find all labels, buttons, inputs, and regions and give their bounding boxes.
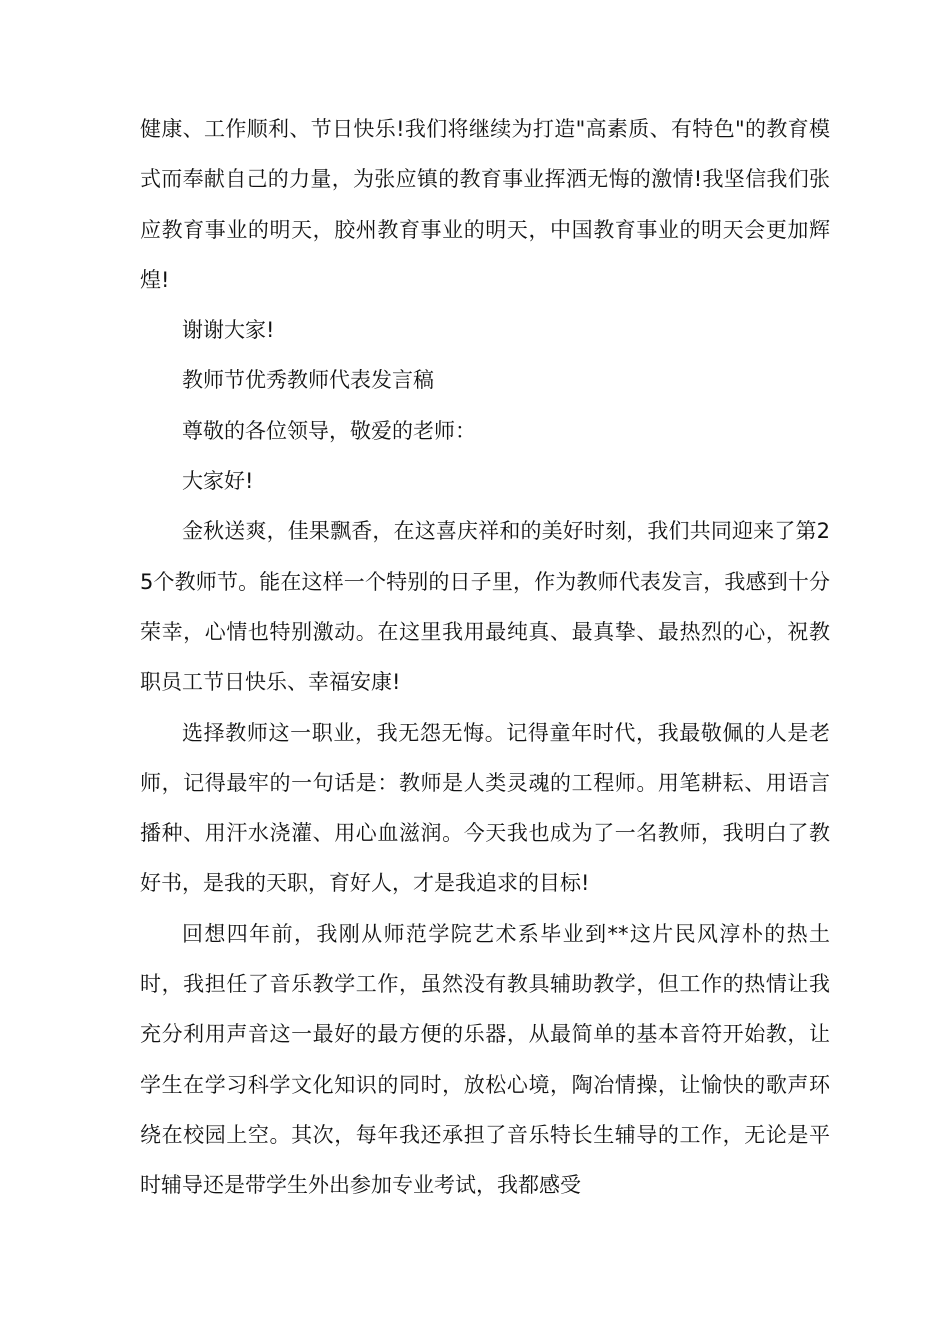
greeting: 大家好! xyxy=(182,469,254,494)
speech-title: 教师节优秀教师代表发言稿 xyxy=(182,368,434,393)
paragraph-recollection: 回想四年前，我刚从师范学院艺术系毕业到**这片民风淳朴的热土时，我担任了音乐教学工作，虽然没有教具辅助教学，但工作的热情让我充分利用声音这一最好的最方便的乐器，从最简单的基本音符开始教，让学生在学习科学文化知识的同时，放松心境，陶冶情操，让愉快的歌声环绕在校园上空。其次，每年我还承担了音乐特长生辅导的工作，无论是平时辅导还是带学生外出参加专业考试，我都感受 xyxy=(140,921,830,1198)
paragraph-opening: 金秋送爽，佳果飘香，在这喜庆祥和的美好时刻，我们共同迎来了第25个教师节。能在这样一个特别的日子里，作为教师代表发言，我感到十分荣幸，心情也特别激动。在这里我用最纯真、最真挚、最热烈的心，祝教职员工节日快乐、幸福安康! xyxy=(140,519,830,695)
salutation: 尊敬的各位领导，敬爱的老师： xyxy=(182,418,476,443)
document-body xyxy=(140,104,830,1211)
paragraph-continuation: 健康、工作顺利、节日快乐!我们将继续为打造"高素质、有特色"的教育模式而奉献自己的力量，为张应镇的教育事业挥洒无悔的激情!我坚信我们张应教育事业的明天，胶州教育事业的明天，中国教育事业的明天会更加辉煌! xyxy=(140,117,830,292)
paragraph-thanks: 谢谢大家! xyxy=(182,318,275,343)
paragraph-career-choice: 选择教师这一职业，我无怨无悔。记得童年时代，我最敬佩的人是老师，记得最牢的一句话是：教师是人类灵魂的工程师。用笔耕耘、用语言播种、用汗水浇灌、用心血滋润。今天我也成为了一名教师，我明白了教好书，是我的天职，育好人，才是我追求的目标! xyxy=(140,720,830,896)
